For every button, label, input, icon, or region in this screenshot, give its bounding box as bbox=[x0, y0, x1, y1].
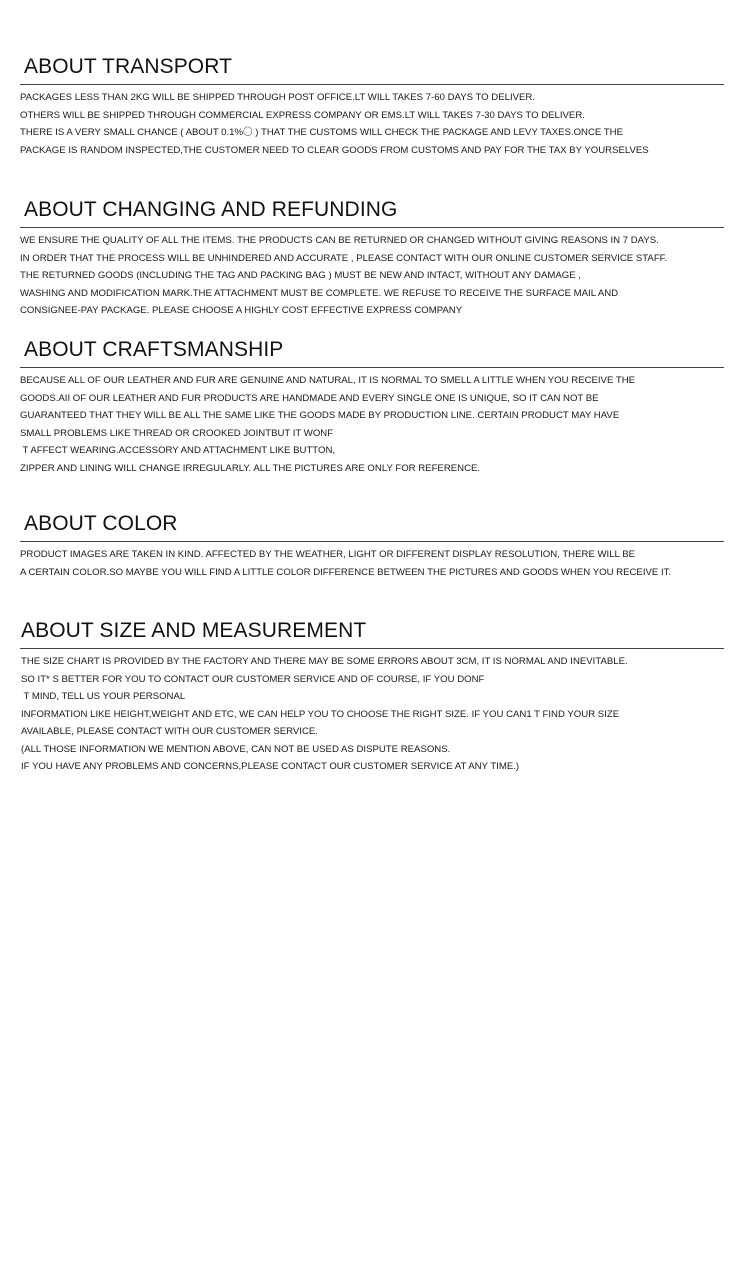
body-line: (ALL THOSE INFORMATION WE MENTION ABOVE, CAN NOT BE USED AS DISPUTE REASONS. bbox=[21, 743, 451, 755]
body-line: PACKAGES LESS THAN 2KG WILL BE SHIPPED THROUGH POST OFFICE.LT WILL TAKES 7-60 DAYS TO DELIVER. bbox=[20, 92, 536, 103]
body-line: SMALL PROBLEMS LIKE THREAD OR CROOKED JOINTBUT IT WONF bbox=[20, 427, 334, 439]
body-line: GOODS.AII OF OUR LEATHER AND FUR PRODUCTS ARE HANDMADE AND EVERY SINGLE ONE IS UNIQUE, SO IT CAN NOT BE bbox=[20, 392, 599, 404]
section-title-color: ABOUT COLOR bbox=[24, 512, 178, 535]
section-divider bbox=[20, 367, 724, 368]
body-line: IF YOU HAVE ANY PROBLEMS AND CONCERNS,PLEASE CONTACT OUR CUSTOMER SERVICE AT ANY TIME.) bbox=[21, 761, 520, 772]
body-line: WASHING AND MODIFICATION MARK.THE ATTACHMENT MUST BE COMPLETE. WE REFUSE TO RECEIVE THE SURFACE MAIL AND bbox=[20, 287, 619, 299]
section-changing-refunding bbox=[20, 197, 724, 320]
body-line: INFORMATION LIKE HEIGHT,WEIGHT AND ETC, WE CAN HELP YOU TO CHOOSE THE RIGHT SIZE. IF YOU CAN1 T FIND YOUR SIZE bbox=[21, 708, 620, 720]
section-divider bbox=[20, 84, 724, 85]
section-craftsmanship bbox=[20, 337, 724, 477]
section-title-craftsmanship: ABOUT CRAFTSMANSHIP bbox=[24, 338, 284, 361]
section-title-changing-refunding: ABOUT CHANGING AND REFUNDING bbox=[24, 198, 398, 221]
body-line: THE SIZE CHART IS PROVIDED BY THE FACTORY AND THERE MAY BE SOME ERRORS ABOUT 3CM, IT IS NORMAL AND INEVITABLE. bbox=[21, 656, 628, 667]
section-body-craftsmanship bbox=[20, 372, 724, 477]
body-line: THE RETURNED GOODS (INCLUDING THE TAG AND PACKING BAG ) MUST BE NEW AND INTACT, WITHOUT ANY DAMAGE , bbox=[20, 270, 581, 281]
body-line: OTHERS WILL BE SHIPPED THROUGH COMMERCIAL EXPRESS COMPANY OR EMS.LT WILL TAKES 7-30 DAYS TO DELIVER. bbox=[20, 109, 585, 121]
body-line: AVAILABLE, PLEASE CONTACT WITH OUR CUSTOMER SERVICE. bbox=[21, 726, 318, 737]
body-line: A CERTAIN COLOR.SO MAYBE YOU WILL FIND A LITTLE COLOR DIFFERENCE BETWEEN THE PICTURES AND GOODS WHEN YOU RECEIVE IT. bbox=[20, 566, 672, 578]
body-line: THERE IS A VERY SMALL CHANCE ( ABOUT 0.1%〇 ) THAT THE CUSTOMS WILL CHECK THE PACKAGE AND LEVY TAXES.ONCE THE bbox=[20, 127, 623, 138]
body-line: T AFFECT WEARING.ACCESSORY AND ATTACHMENT LIKE BUTTON, bbox=[20, 445, 336, 456]
section-title-size-measurement: ABOUT SIZE AND MEASUREMENT bbox=[21, 619, 367, 642]
section-body-changing-refunding bbox=[20, 232, 724, 320]
body-line: PACKAGE IS RANDOM INSPECTED,THE CUSTOMER NEED TO CLEAR GOODS FROM CUSTOMS AND PAY FOR THE TAX BY YOURSELVES bbox=[20, 144, 649, 156]
body-line: PRODUCT IMAGES ARE TAKEN IN KIND. AFFECTED BY THE WEATHER, LIGHT OR DIFFERENT DISPLAY RESOLUTION, THERE WILL BE bbox=[20, 549, 636, 560]
section-title-transport: ABOUT TRANSPORT bbox=[24, 55, 233, 78]
section-body-color bbox=[20, 546, 724, 581]
section-divider bbox=[20, 227, 724, 228]
section-transport bbox=[20, 54, 724, 159]
section-body-size-measurement bbox=[20, 653, 724, 776]
section-color bbox=[20, 511, 724, 581]
body-line: SO IT* S BETTER FOR YOU TO CONTACT OUR CUSTOMER SERVICE AND OF COURSE, IF YOU DONF bbox=[21, 673, 485, 685]
section-divider bbox=[20, 541, 724, 542]
body-line: ZIPPER AND LINING WILL CHANGE IRREGULARLY. ALL THE PICTURES ARE ONLY FOR REFERENCE. bbox=[20, 462, 481, 474]
body-line: WE ENSURE THE QUALITY OF ALL THE ITEMS. THE PRODUCTS CAN BE RETURNED OR CHANGED WITHOUT GIVING REASONS IN 7 DAYS. bbox=[20, 235, 659, 246]
body-line: CONSIGNEE-PAY PACKAGE. PLEASE CHOOSE A HIGHLY COST EFFECTIVE EXPRESS COMPANY bbox=[20, 305, 463, 316]
body-line: T MIND, TELL US YOUR PERSONAL bbox=[21, 691, 186, 702]
body-line: BECAUSE ALL OF OUR LEATHER AND FUR ARE GENUINE AND NATURAL, IT IS NORMAL TO SMELL A LITTLE WHEN YOU RECEIVE THE bbox=[20, 375, 636, 386]
section-body-transport bbox=[20, 89, 724, 159]
section-size-measurement bbox=[20, 618, 724, 776]
body-line: IN ORDER THAT THE PROCESS WILL BE UNHINDERED AND ACCURATE , PLEASE CONTACT WITH OUR ONLINE CUSTOMER SERVICE STAFF. bbox=[20, 252, 668, 264]
section-divider bbox=[20, 648, 724, 649]
body-line: GUARANTEED THAT THEY WILL BE ALL THE SAME LIKE THE GOODS MADE BY PRODUCTION LINE. CERTAIN PRODUCT MAY HAVE bbox=[20, 410, 620, 421]
